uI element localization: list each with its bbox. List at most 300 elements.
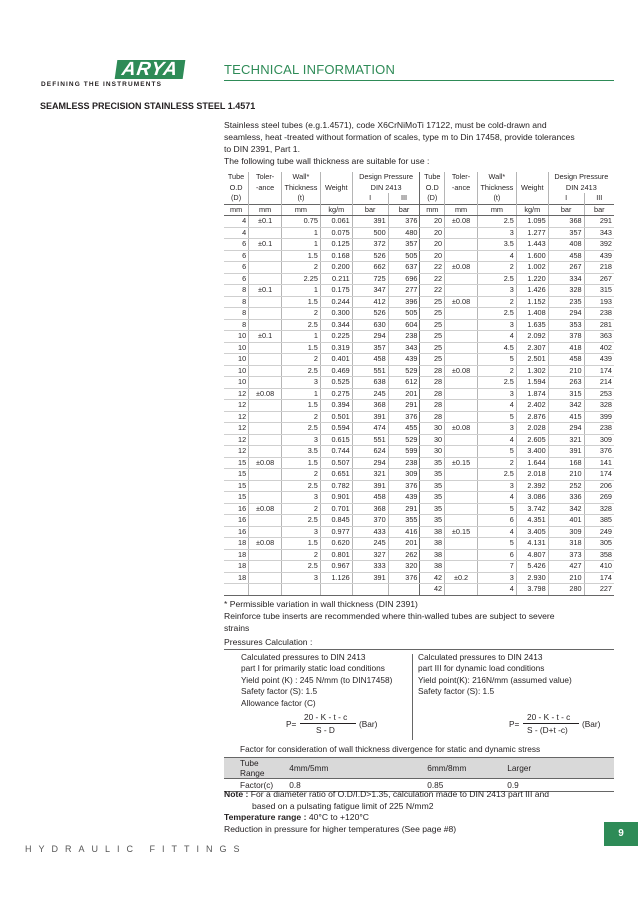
table-row [224, 239, 614, 251]
table-cell: 1.644 [516, 457, 548, 469]
table-row [224, 526, 614, 538]
factor-row [224, 758, 614, 779]
table-cell: 3 [282, 526, 321, 538]
table-cell: 1.600 [516, 250, 548, 262]
table-cell: 2 [477, 365, 516, 377]
table-cell: (D) [420, 193, 445, 204]
table-cell: 10 [224, 354, 249, 366]
table-cell: Design Pressure [352, 172, 420, 183]
table-cell [249, 342, 282, 354]
table-cell: 612 [388, 377, 420, 389]
table-cell [445, 400, 478, 412]
table-cell: 2.25 [282, 273, 321, 285]
table-cell: 0.225 [320, 331, 352, 343]
table-cell: 396 [388, 296, 420, 308]
table-cell: ±0.1 [249, 285, 282, 297]
table-cell: ±0.1 [249, 239, 282, 251]
table-cell [445, 561, 478, 573]
table-cell: 174 [584, 469, 614, 481]
table-row [224, 411, 614, 423]
table-cell: 28 [420, 388, 445, 400]
table-cell: 3 [477, 319, 516, 331]
table-cell: 309 [584, 434, 614, 446]
table-cell: 10 [224, 331, 249, 343]
table-cell: 309 [388, 469, 420, 481]
table-cell: 1.5 [282, 342, 321, 354]
table-cell: (D) [231, 193, 242, 202]
table-cell: 227 [584, 584, 614, 596]
table-cell: 368 [548, 216, 584, 228]
table-cell: 368 [352, 400, 388, 412]
table-row [224, 469, 614, 481]
table-cell: 193 [584, 296, 614, 308]
table-cell: 401 [548, 515, 584, 527]
table-cell: 1 [282, 285, 321, 297]
table-cell: 4 [477, 434, 516, 446]
table-cell: 6 [477, 549, 516, 561]
table-cell: 174 [584, 365, 614, 377]
table-cell [445, 319, 478, 331]
table-cell: 1.152 [516, 296, 548, 308]
table-cell: 439 [388, 492, 420, 504]
table-cell: 210 [548, 365, 584, 377]
table-cell: 12 [224, 446, 249, 458]
table-cell: 291 [388, 400, 420, 412]
section-title: SEAMLESS PRECISION STAINLESS STEEL 1.4571 [40, 101, 256, 111]
table-cell: 2.605 [516, 434, 548, 446]
table-cell: 662 [352, 262, 388, 274]
table-cell: 25 [420, 354, 445, 366]
table-cell [249, 411, 282, 423]
formula-denominator: S - D [316, 725, 335, 735]
calc-static [241, 652, 392, 709]
table-cell: 238 [584, 423, 614, 435]
table-cell: 309 [548, 526, 584, 538]
table-cell: 18 [224, 549, 249, 561]
table-cell: DIN 2413 [548, 183, 614, 194]
table-cell: 20 [420, 227, 445, 239]
table-cell: 0.200 [320, 262, 352, 274]
note-line [224, 812, 614, 824]
table-cell: O.D [229, 182, 243, 192]
table-cell: 696 [388, 273, 420, 285]
table-cell: 2.5 [477, 308, 516, 320]
table-cell: 174 [584, 572, 614, 584]
table-cell: 0.901 [320, 492, 352, 504]
intro-line: to DIN 2391, Part 1. [224, 144, 300, 154]
table-cell: 342 [548, 400, 584, 412]
table-row [224, 183, 614, 194]
table-cell: 433 [352, 526, 388, 538]
table-cell: 28 [420, 400, 445, 412]
table-cell: 3 [477, 388, 516, 400]
table-cell: 1.594 [516, 377, 548, 389]
table-cell: 3.798 [516, 584, 548, 596]
table-cell: 3 [282, 492, 321, 504]
table-cell: 1.426 [516, 285, 548, 297]
table-row [224, 285, 614, 297]
table-cell: Weight [320, 183, 352, 194]
table-cell: 3 [477, 285, 516, 297]
table-cell: 500 [352, 227, 388, 239]
formula-numerator: 20 - K - t - c [527, 712, 571, 722]
table-cell: 0.615 [320, 434, 352, 446]
footnote-line: Reinforce tube inserts are recommended where thin-walled tubes are subject to severe [224, 611, 555, 621]
table-cell: 0.507 [320, 457, 352, 469]
table-row [224, 423, 614, 435]
table-cell: 1.5 [282, 296, 321, 308]
table-cell: 35 [420, 480, 445, 492]
table-cell: ±0.08 [249, 538, 282, 550]
table-cell [445, 227, 478, 239]
calc-line: part III for dynamic load conditions [418, 663, 545, 674]
table-cell: 391 [352, 572, 388, 584]
table-cell: 343 [388, 342, 420, 354]
table-cell: 5 [477, 354, 516, 366]
tube-spec-body [224, 172, 614, 595]
calc-line: Calculated pressures to DIN 2413 [241, 652, 366, 662]
table-row [224, 572, 614, 584]
table-cell: Toler- [445, 172, 478, 183]
table-cell: 210 [548, 572, 584, 584]
table-cell [249, 377, 282, 389]
factor-cell: 0.85 [411, 779, 491, 792]
table-cell: 0.782 [320, 480, 352, 492]
table-cell: bar [584, 204, 614, 216]
table-cell [445, 503, 478, 515]
calc-dynamic [418, 652, 572, 698]
table-cell: 376 [388, 411, 420, 423]
table-cell [249, 273, 282, 285]
temperature-label: Temperature range : [224, 812, 307, 822]
table-cell: ±0.08 [249, 457, 282, 469]
table-cell: 1.126 [320, 572, 352, 584]
table-cell: 4.5 [477, 342, 516, 354]
table-cell: 141 [584, 457, 614, 469]
table-cell [249, 423, 282, 435]
table-cell: 0.075 [320, 227, 352, 239]
calc-box [224, 649, 614, 741]
table-cell: 262 [388, 549, 420, 561]
table-cell [445, 285, 478, 297]
table-cell: 0.344 [320, 319, 352, 331]
table-cell: 0.75 [282, 216, 321, 228]
table-cell: 599 [388, 446, 420, 458]
table-row [224, 549, 614, 561]
table-cell: Toler- [249, 172, 282, 183]
table-cell [445, 331, 478, 343]
table-cell: 458 [352, 492, 388, 504]
calc-line: Allowance factor (C) [241, 697, 316, 708]
table-cell: 336 [548, 492, 584, 504]
table-cell [249, 572, 282, 584]
table-cell [249, 400, 282, 412]
table-cell: 0.701 [320, 503, 352, 515]
table-cell: 235 [548, 296, 584, 308]
table-cell: 638 [352, 377, 388, 389]
table-cell: 2.501 [516, 354, 548, 366]
table-cell: 342 [548, 503, 584, 515]
table-cell: 267 [548, 262, 584, 274]
table-cell: 25 [420, 296, 445, 308]
table-cell: -ance [445, 183, 478, 194]
table-cell: 0.125 [320, 239, 352, 251]
table-cell: 25 [420, 308, 445, 320]
table-cell: 2.5 [282, 515, 321, 527]
table-cell [249, 446, 282, 458]
table-cell: 20 [420, 250, 445, 262]
table-cell: 5 [477, 503, 516, 515]
table-row [224, 538, 614, 550]
table-cell: 321 [352, 469, 388, 481]
table-cell: 201 [388, 388, 420, 400]
table-row [224, 262, 614, 274]
calc-title: Pressures Calculation : [224, 637, 313, 647]
formula-unit: (Bar) [582, 719, 601, 729]
table-cell: 20 [420, 239, 445, 251]
table-cell: 16 [224, 503, 249, 515]
table-cell: 418 [548, 342, 584, 354]
table-cell: 3 [477, 480, 516, 492]
formula-p: P= [509, 719, 520, 729]
table-cell [445, 239, 478, 251]
table-cell: 2.5 [282, 561, 321, 573]
calc-line: Calculated pressures to DIN 2413 [418, 652, 543, 662]
table-cell: 2.5 [477, 469, 516, 481]
table-cell: 385 [584, 515, 614, 527]
table-cell: 38 [420, 526, 445, 538]
table-cell: mm [282, 204, 321, 216]
table-cell: 1.002 [516, 262, 548, 274]
table-cell: 551 [352, 365, 388, 377]
table-cell: 35 [420, 469, 445, 481]
table-cell: 370 [352, 515, 388, 527]
table-cell: 0.744 [320, 446, 352, 458]
table-cell: 372 [352, 239, 388, 251]
table-cell: 294 [548, 308, 584, 320]
table-cell [249, 365, 282, 377]
table-row [224, 434, 614, 446]
table-cell: 412 [352, 296, 388, 308]
table-row [224, 457, 614, 469]
table-cell: 630 [352, 319, 388, 331]
formula-numerator: 20 - K - t - c [304, 712, 348, 722]
table-row [224, 377, 614, 389]
table-row [224, 193, 614, 204]
table-cell [249, 193, 282, 204]
table-cell: 28 [420, 411, 445, 423]
table-cell: 15 [224, 457, 249, 469]
table-cell [249, 354, 282, 366]
table-cell: 1.302 [516, 365, 548, 377]
table-cell: 25 [420, 331, 445, 343]
table-cell: ±0.1 [249, 331, 282, 343]
table-row [224, 503, 614, 515]
page-number: 9 [604, 822, 638, 846]
table-cell: 328 [584, 400, 614, 412]
table-cell: 30 [420, 434, 445, 446]
table-cell: 0.168 [320, 250, 352, 262]
header-divider [224, 80, 614, 81]
table-cell: 2 [282, 262, 321, 274]
table-cell [445, 446, 478, 458]
table-cell: 8 [224, 296, 249, 308]
table-cell: 1.5 [282, 538, 321, 550]
table-cell: 1.220 [516, 273, 548, 285]
table-cell [249, 561, 282, 573]
table-cell: 373 [548, 549, 584, 561]
table-cell: -ance [249, 183, 282, 194]
table-cell: 1.408 [516, 308, 548, 320]
table-cell: 38 [420, 538, 445, 550]
table-cell: 363 [584, 331, 614, 343]
table-cell: 408 [548, 239, 584, 251]
intro-line: The following tube wall thickness are suitable for use : [224, 156, 430, 166]
table-cell: 3 [282, 434, 321, 446]
formula-denominator: S - (D+t -c) [527, 725, 568, 735]
table-cell: 5 [477, 446, 516, 458]
table-cell: 5 [477, 538, 516, 550]
fraction-bar [523, 723, 579, 724]
table-cell: 0.620 [320, 538, 352, 550]
table-cell: kg/m [516, 204, 548, 216]
table-cell: 3 [282, 377, 321, 389]
table-cell: 0.801 [320, 549, 352, 561]
table-cell: 269 [584, 492, 614, 504]
table-cell: 35 [420, 515, 445, 527]
table-cell: 505 [388, 308, 420, 320]
table-cell [445, 193, 478, 204]
table-cell: bar [388, 204, 420, 216]
table-cell: 305 [584, 538, 614, 550]
table-cell: 458 [548, 250, 584, 262]
table-cell: (t) [477, 193, 516, 204]
table-cell: 4 [477, 492, 516, 504]
footnote-line: strains [224, 623, 250, 633]
table-cell: 0.401 [320, 354, 352, 366]
table-cell: 355 [388, 515, 420, 527]
table-row [224, 561, 614, 573]
table-row [224, 354, 614, 366]
table-cell: 357 [352, 342, 388, 354]
table-cell: 474 [352, 423, 388, 435]
table-cell: 0.977 [320, 526, 352, 538]
table-row [224, 446, 614, 458]
table-cell: 357 [388, 239, 420, 251]
table-cell: Design Pressure [548, 172, 614, 183]
table-cell: 245 [352, 538, 388, 550]
table-cell: Thickness [477, 183, 516, 194]
table-cell: ±0.08 [249, 503, 282, 515]
factor-table [224, 757, 614, 792]
table-cell [445, 469, 478, 481]
table-cell: 18 [224, 538, 249, 550]
table-cell [445, 515, 478, 527]
table-cell: 392 [584, 239, 614, 251]
table-cell [445, 377, 478, 389]
table-cell: bar [352, 204, 388, 216]
table-row [224, 492, 614, 504]
table-cell: 280 [548, 584, 584, 596]
table-cell: 320 [388, 561, 420, 573]
table-cell: 206 [584, 480, 614, 492]
table-cell: 439 [388, 354, 420, 366]
table-cell: 238 [388, 331, 420, 343]
table-cell: 3.5 [477, 239, 516, 251]
table-cell: ±0.15 [445, 526, 478, 538]
table-cell: 526 [352, 308, 388, 320]
table-cell: 35 [420, 492, 445, 504]
table-cell [249, 480, 282, 492]
calc-line: Yield point(K): 216N/mm (assumed value) [418, 674, 572, 685]
table-cell: 8 [224, 319, 249, 331]
table-cell: 4 [224, 227, 249, 239]
table-cell: 16 [224, 515, 249, 527]
table-row [224, 308, 614, 320]
table-cell [445, 388, 478, 400]
table-cell: 0.594 [320, 423, 352, 435]
table-cell: 2 [282, 354, 321, 366]
table-cell: 1 [282, 239, 321, 251]
table-cell: 4.807 [516, 549, 548, 561]
table-cell: 526 [352, 250, 388, 262]
table-cell: 439 [584, 354, 614, 366]
temperature-text: 40°C to +120°C [306, 812, 370, 822]
table-cell: 1.874 [516, 388, 548, 400]
table-cell: 318 [548, 538, 584, 550]
table-cell: 35 [420, 503, 445, 515]
table-cell [445, 584, 478, 596]
table-cell: 10 [224, 377, 249, 389]
table-cell: 2.5 [477, 273, 516, 285]
table-cell: 2 [282, 411, 321, 423]
table-cell: 315 [548, 388, 584, 400]
table-cell [249, 434, 282, 446]
table-cell: 281 [584, 319, 614, 331]
table-cell: Wall* [477, 172, 516, 183]
table-cell: 252 [548, 480, 584, 492]
calc-line: Yield point (K) : 245 N/mm (to DIN17458) [241, 674, 393, 685]
table-cell: 725 [352, 273, 388, 285]
table-cell: ±0.08 [445, 423, 478, 435]
table-cell [249, 526, 282, 538]
table-cell: 8 [224, 285, 249, 297]
table-cell: 3.086 [516, 492, 548, 504]
table-cell [249, 308, 282, 320]
table-cell: 321 [548, 434, 584, 446]
table-cell [249, 262, 282, 274]
table-cell: 1.5 [282, 457, 321, 469]
table-cell: 35 [420, 457, 445, 469]
logo-wordmark: ARYA [115, 60, 186, 79]
table-cell: 253 [584, 388, 614, 400]
table-cell: 2.402 [516, 400, 548, 412]
table-cell: 12 [224, 411, 249, 423]
table-row [224, 388, 614, 400]
table-cell: 0.319 [320, 342, 352, 354]
table-cell: 2.5 [282, 365, 321, 377]
table-cell: 353 [548, 319, 584, 331]
table-cell: 238 [584, 308, 614, 320]
footnote-line: * Permissible variation in wall thickness (DIN 2391) [224, 599, 418, 609]
table-cell: 624 [352, 446, 388, 458]
table-cell [445, 250, 478, 262]
table-cell: 0.501 [320, 411, 352, 423]
table-cell: 18 [224, 572, 249, 584]
table-cell: 0.845 [320, 515, 352, 527]
table-cell: 1.277 [516, 227, 548, 239]
table-row [224, 227, 614, 239]
